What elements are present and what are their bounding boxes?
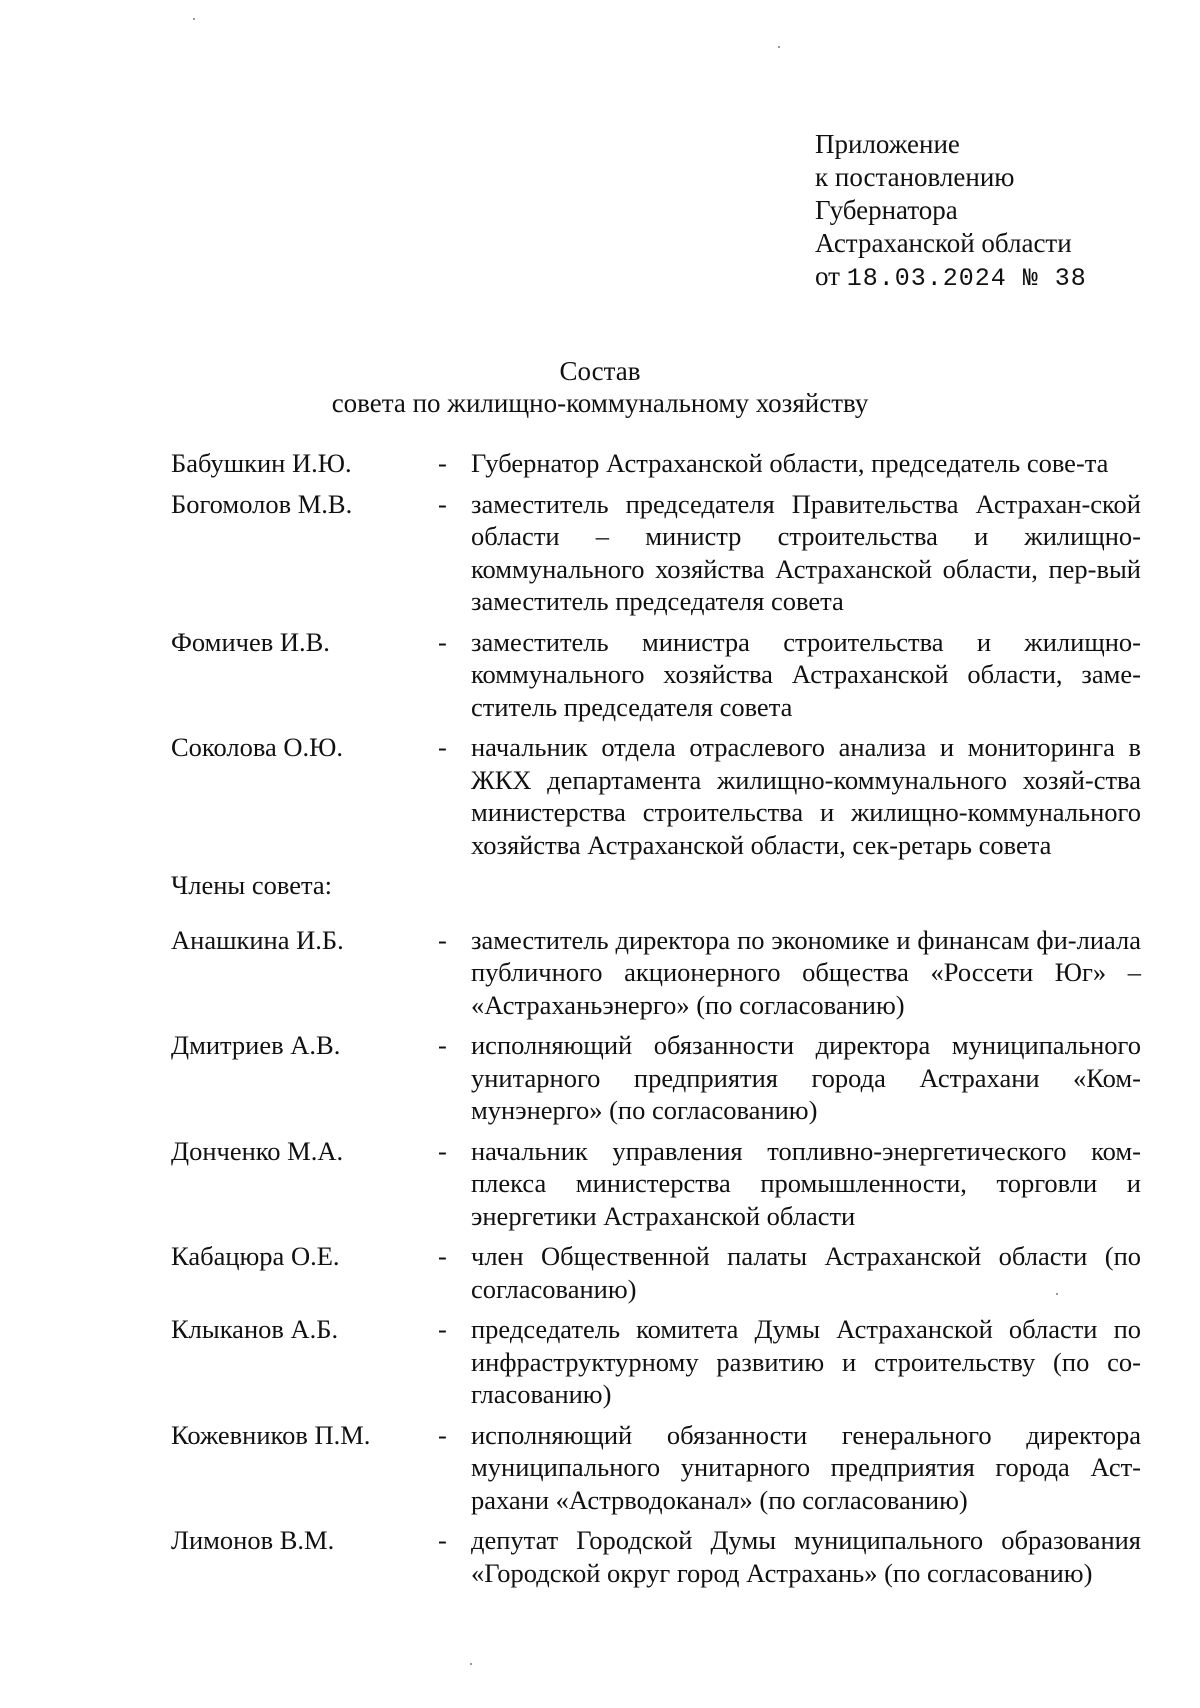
entry-dash: - xyxy=(438,626,447,657)
member-role: заместитель директора по экономике и финансам фи-лиала публичного акционерного общества «Россети Юг» – «Астраханьэнерго» (по согласованию) xyxy=(471,924,1141,1020)
roster-entry xyxy=(171,447,1141,480)
roster-entry xyxy=(171,731,1141,861)
entry-dash: - xyxy=(438,732,447,762)
member-name: Бабушкин И.Ю. xyxy=(171,448,352,478)
entry-dash: - xyxy=(438,1525,447,1555)
annex-line: Приложение xyxy=(815,129,960,159)
members-list xyxy=(171,924,1141,1590)
member-name: Кожевников П.М. xyxy=(171,1419,371,1450)
member-name: Клыканов А.Б. xyxy=(171,1314,339,1344)
entry-dash: - xyxy=(438,924,447,955)
roster-entry xyxy=(171,1135,1141,1233)
roster-entry xyxy=(171,1313,1141,1411)
entry-dash: - xyxy=(438,1314,447,1344)
leadership-list xyxy=(171,447,1141,861)
roster-entry xyxy=(171,924,1141,1022)
annex-header xyxy=(815,128,1087,295)
title-line: совета по жилищно-коммунальному хозяйству xyxy=(331,388,869,418)
annex-date-line xyxy=(815,260,1087,295)
member-role: заместитель председателя Правительства Астрахан-ской области – министр строительства и жилищно-коммунального хозяйства Астраханской области, пер-вый заместитель председателя совета xyxy=(471,488,1141,616)
member-name: Анашкина И.Б. xyxy=(171,924,344,955)
member-name: Донченко М.А. xyxy=(171,1135,344,1166)
member-role: председатель комитета Думы Астраханской области по инфраструктурному развитию и строительству (по со-гласованию) xyxy=(471,1314,1141,1409)
document-title xyxy=(0,355,1200,419)
scan-speck xyxy=(193,18,195,20)
member-role: заместитель министра строительства и жилищно-коммунального хозяйства Астраханской области, заме-ститель председателя совета xyxy=(471,626,1141,722)
member-role: начальник отдела отраслевого анализа и мониторинга в ЖКХ департамента жилищно-коммунального хозяй-ства министерства строительства и жилищно-коммунального хозяйства Астраханской области, сек-ретарь совета xyxy=(471,732,1141,860)
member-name: Богомолов М.В. xyxy=(171,488,353,519)
member-role: Губернатор Астраханской области, председатель сове-та xyxy=(471,448,1109,478)
member-role: депутат Городской Думы муниципального образования «Городской округ город Астрахань» (по согласованию) xyxy=(471,1525,1141,1588)
member-name: Лимонов В.М. xyxy=(171,1525,335,1555)
annex-line: Астраханской области xyxy=(815,228,1072,258)
entry-dash: - xyxy=(438,1030,447,1060)
roster-entry xyxy=(171,1419,1141,1517)
scan-speck xyxy=(470,1663,472,1665)
member-role: член Общественной палаты Астраханской области (по согласованию) xyxy=(471,1241,1141,1304)
title-line: Состав xyxy=(559,356,641,386)
roster-entry xyxy=(171,1524,1141,1589)
member-name: Кабацюра О.Е. xyxy=(171,1241,340,1271)
entry-dash: - xyxy=(438,1419,447,1450)
member-name: Фомичев И.В. xyxy=(171,626,330,657)
annex-line: Губернатора xyxy=(815,195,958,225)
scan-speck xyxy=(778,46,780,48)
scan-speck xyxy=(1056,1293,1058,1295)
member-role: исполняющий обязанности директора муниципального унитарного предприятия города Астрахани «Ком-мунэнерго» (по согласованию) xyxy=(471,1030,1141,1125)
roster-entry xyxy=(171,1240,1141,1305)
members-heading: Члены совета: xyxy=(171,870,332,900)
roster-entry xyxy=(171,488,1141,618)
roster-entry xyxy=(171,626,1141,724)
council-roster xyxy=(171,447,1141,1597)
annex-line: к постановлению xyxy=(815,162,1015,192)
annex-date-number: 18.03.2024 № 38 xyxy=(846,264,1087,293)
member-role: начальник управления топливно-энергетического ком-плекса министерства промышленности, торговли и энергетики Астраханской области xyxy=(471,1135,1141,1231)
entry-dash: - xyxy=(438,448,447,478)
entry-dash: - xyxy=(438,488,447,519)
member-role: исполняющий обязанности генерального директора муниципального унитарного предприятия города Аст-рахани «Астрводоканал» (по согласованию) xyxy=(471,1419,1141,1515)
roster-entry xyxy=(171,1029,1141,1127)
member-name: Соколова О.Ю. xyxy=(171,732,344,762)
entry-dash: - xyxy=(438,1135,447,1166)
entry-dash: - xyxy=(438,1241,447,1271)
member-name: Дмитриев А.В. xyxy=(171,1030,341,1060)
annex-date-prefix: от xyxy=(815,261,840,291)
